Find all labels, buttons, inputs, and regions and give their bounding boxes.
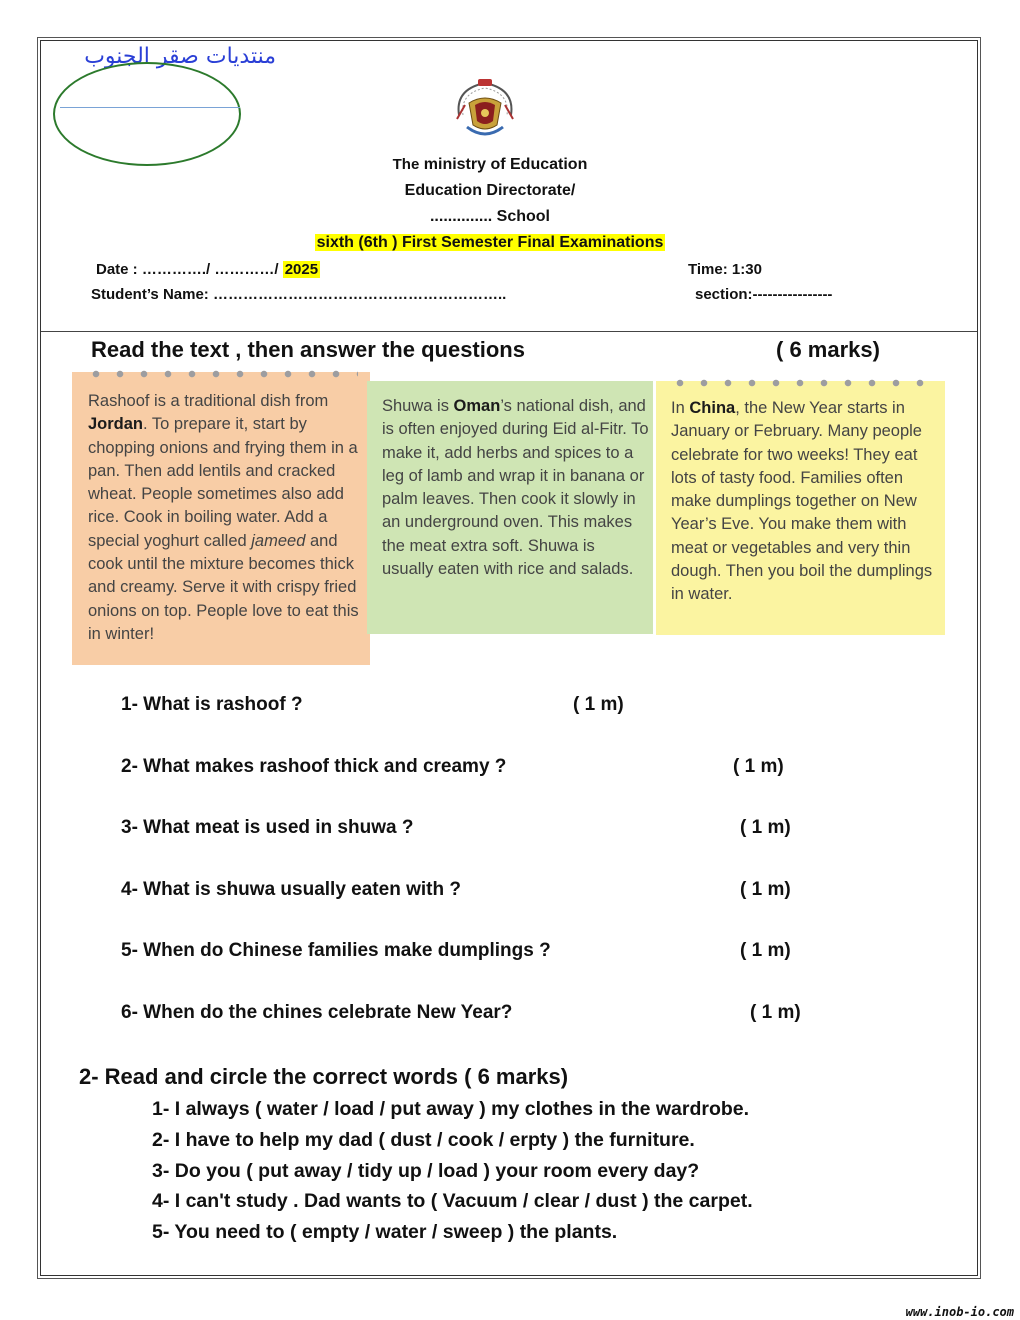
- section-line: section:----------------: [695, 286, 833, 303]
- ministry-line: The ministry of Education: [392, 156, 588, 173]
- school-line: .............. School: [429, 208, 550, 225]
- question-2-mark: ( 1 m): [733, 756, 784, 777]
- student-name-line: Student’s Name: …………………………………………………..: [91, 286, 507, 303]
- directorate-line: Education Directorate/: [404, 182, 576, 199]
- china-card: In China, the New Year starts in January or February. Many people celebrate for two weeks! They eat lots of tasty food. Families often make dumplings together on New Year’s Eve. You make them with meat or vegetables and very thin dough. Then you boil the dumplings in water.: [656, 381, 945, 635]
- circle-item-2: 2- I have to help my dad ( dust / cook / erpty ) the furniture.: [152, 1129, 695, 1151]
- circle-title: 2- Read and circle the correct words ( 6 marks): [79, 1064, 569, 1089]
- forum-watermark: منتديات صقر الجنوب: [84, 44, 276, 69]
- question-1-mark: ( 1 m): [573, 694, 624, 715]
- question-5: 5- When do Chinese families make dumplings ?: [121, 940, 551, 961]
- notebook-holes: [668, 378, 933, 388]
- question-4: 4- What is shuwa usually eaten with ?: [121, 879, 461, 900]
- circle-item-1: 1- I always ( water / load / put away ) my clothes in the wardrobe.: [152, 1098, 750, 1120]
- exam-title: sixth (6th ) First Semester Final Examinations: [316, 234, 664, 251]
- name-oval: [53, 62, 241, 166]
- reading-marks: ( 6 marks): [776, 337, 880, 362]
- question-2: 2- What makes rashoof thick and creamy ?: [121, 756, 507, 777]
- shuwa-card: Shuwa is Oman’s national dish, and is often enjoyed during Eid al-Fitr. To make it, add herbs and spices to a leg of lamb and wrap it in banana or palm leaves. Then cook it slowly in an underground oven. This makes the meat extra soft. Shuwa is usually eaten with rice and salads.: [367, 381, 653, 634]
- question-6-mark: ( 1 m): [750, 1002, 801, 1023]
- circle-item-4: 4- I can't study . Dad wants to ( Vacuum / clear / dust ) the carpet.: [152, 1190, 753, 1212]
- question-1: 1- What is rashoof ?: [121, 694, 303, 715]
- reading-title: Read the text , then answer the questions: [91, 337, 525, 362]
- question-3: 3- What meat is used in shuwa ?: [121, 817, 414, 838]
- jordan-emblem-icon: [445, 75, 525, 145]
- notebook-holes: [84, 369, 358, 379]
- oval-divider: [60, 107, 240, 108]
- circle-item-3: 3- Do you ( put away / tidy up / load ) your room every day?: [152, 1160, 700, 1182]
- footer-url: www.inob-io.com: [905, 1305, 1014, 1319]
- circle-item-5: 5- You need to ( empty / water / sweep ) the plants.: [152, 1221, 618, 1243]
- time-label: Time: 1:30: [688, 261, 762, 278]
- question-6: 6- When do the chines celebrate New Year?: [121, 1002, 513, 1023]
- header-divider: [41, 331, 977, 332]
- question-3-mark: ( 1 m): [740, 817, 791, 838]
- question-5-mark: ( 1 m): [740, 940, 791, 961]
- date-line: Date : …………./ …………/ 2025: [96, 261, 319, 278]
- question-4-mark: ( 1 m): [740, 879, 791, 900]
- rashoof-card: Rashoof is a traditional dish from Jordan. To prepare it, start by chopping onions and frying them in a pan. Then add lentils and cracked wheat. People sometimes also add rice. Cook in boiling water. Add a special yoghurt called jameed and cook until the mixture becomes thick and creamy. Serve it with crispy fried onions on top. People love to eat this in winter!: [72, 372, 370, 665]
